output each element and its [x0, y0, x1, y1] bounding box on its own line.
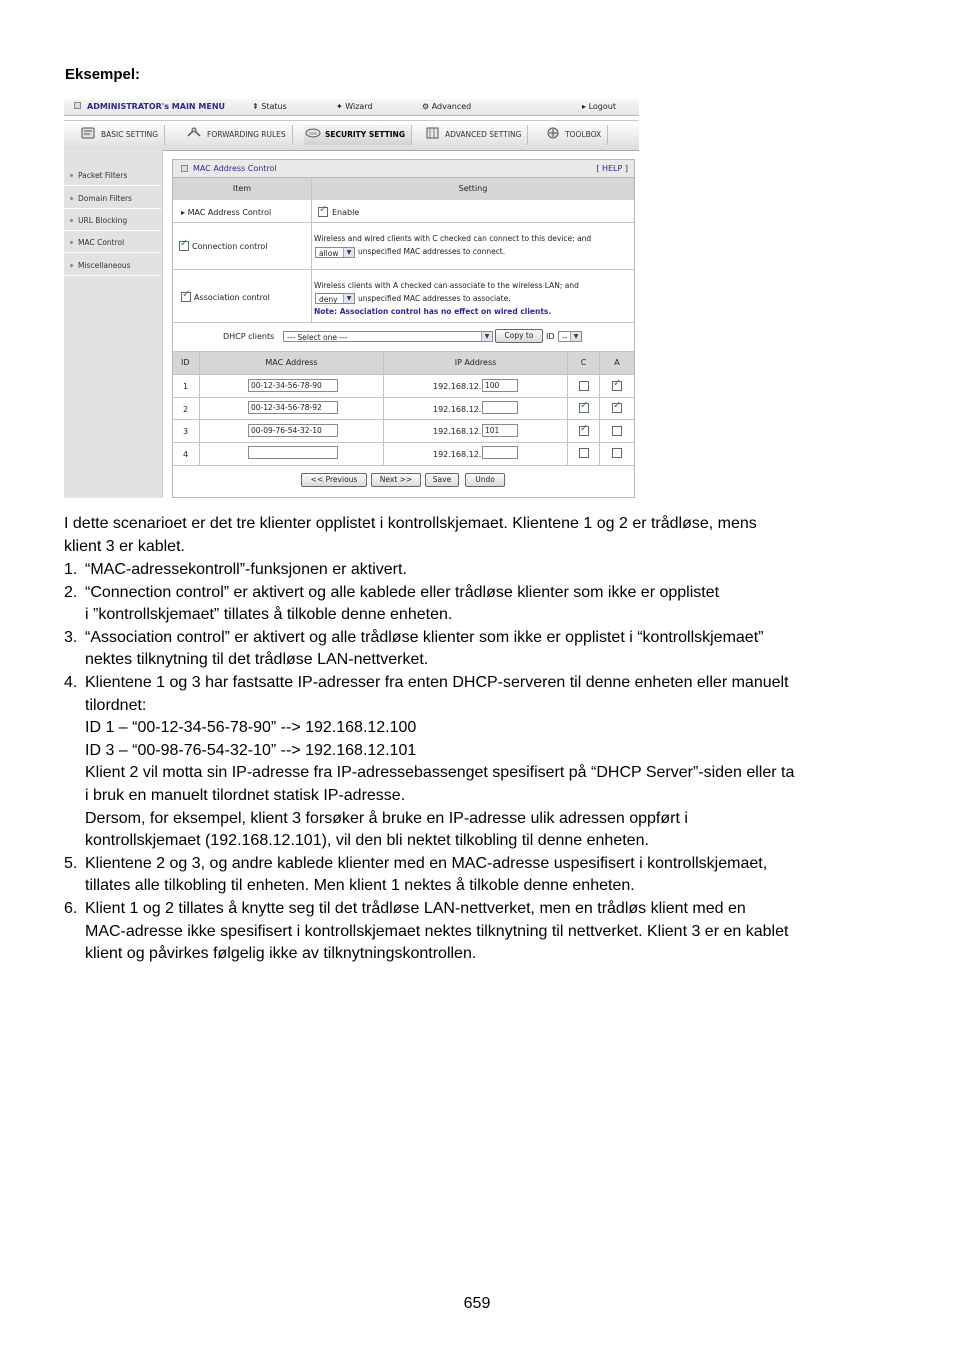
dhcp-clients-select[interactable] — [283, 331, 493, 342]
row-id: 2 — [183, 405, 189, 414]
ip-suffix-input[interactable] — [482, 401, 518, 414]
list-item — [64, 898, 794, 966]
router-ui-screenshot — [64, 99, 639, 498]
c-checkbox[interactable] — [579, 381, 589, 391]
divider — [173, 374, 634, 375]
list-item — [64, 582, 794, 627]
toolbox-icon — [544, 126, 562, 140]
list-item-line: ID 1 – “00-12-34-56-78-90” --> 192.168.12.100 — [85, 719, 417, 737]
nav-forwarding-rules[interactable] — [186, 125, 293, 145]
list-item — [64, 627, 794, 672]
security-setting-icon — [304, 126, 322, 140]
association-control-label: Association control — [194, 293, 270, 302]
mac-address-control-panel — [172, 159, 635, 498]
forwarding-rules-icon — [186, 126, 204, 140]
list-item — [64, 559, 794, 582]
nav-toolbox[interactable] — [544, 125, 608, 145]
connection-control-checkbox[interactable] — [179, 241, 189, 251]
wizard-icon: ✦ — [336, 102, 346, 111]
mac-column-header: MAC Address — [200, 352, 383, 374]
logout-label: Logout — [588, 102, 616, 111]
sidebar — [64, 149, 163, 498]
save-button[interactable]: Save — [425, 473, 459, 487]
ip-suffix-input[interactable]: 100 — [482, 379, 518, 392]
id-label: ID — [546, 332, 555, 341]
sidebar-item-packet-filters[interactable] — [64, 165, 161, 186]
divider — [173, 397, 634, 398]
bullet-icon — [70, 219, 73, 222]
chevron-down-icon: ▼ — [481, 332, 492, 341]
advanced-icon: ⚙ — [422, 102, 432, 111]
divider — [173, 269, 634, 270]
previous-button[interactable]: << Previous — [301, 473, 367, 487]
mac-address-input[interactable]: 00-12-34-56-78-92 — [248, 401, 338, 414]
mac-address-input[interactable]: 00-09-76-54-32-10 — [248, 424, 338, 437]
status-link[interactable] — [252, 102, 287, 111]
chevron-right-icon: ▸ — [582, 102, 589, 111]
list-item — [64, 853, 794, 898]
main-nav-bar — [64, 120, 639, 151]
id-select-value: -- — [562, 333, 568, 342]
chevron-down-icon: ▼ — [570, 332, 581, 341]
panel-header — [173, 160, 634, 178]
chevron-down-icon: ▼ — [343, 248, 354, 257]
nav-security-setting[interactable] — [304, 125, 412, 145]
row-id: 1 — [183, 382, 189, 391]
nav-security-setting-label: SECURITY SETTING — [325, 130, 405, 139]
a-checkbox[interactable] — [612, 381, 622, 391]
list-item-number: 4. — [64, 673, 78, 691]
connection-description-2: unspecified MAC addresses to connect. — [358, 247, 506, 256]
nav-basic-setting[interactable] — [80, 125, 165, 145]
advanced-link[interactable] — [422, 102, 471, 111]
association-description: Wireless clients with A checked can associate to the wireless LAN; and — [314, 281, 579, 290]
c-checkbox[interactable] — [579, 448, 589, 458]
a-checkbox[interactable] — [612, 403, 622, 413]
top-menu-bar — [64, 99, 639, 116]
status-label: Status — [261, 102, 287, 111]
divider — [173, 465, 634, 466]
sidebar-item-miscellaneous[interactable] — [64, 255, 161, 276]
help-link[interactable]: [ HELP ] — [596, 164, 628, 173]
mac-control-item — [181, 208, 271, 217]
example-heading: Eksempel: — [65, 66, 141, 83]
ip-prefix: 192.168.12. — [433, 405, 482, 414]
panel-title: MAC Address Control — [193, 164, 277, 173]
advanced-label: Advanced — [431, 102, 472, 111]
a-checkbox[interactable] — [612, 426, 622, 436]
list-item-line: Klient 2 vil motta sin IP-adresse fra IP-adressebassenget spesifisert på “DHCP Server”-siden eller ta — [85, 764, 795, 782]
divider — [173, 222, 634, 223]
setting-column-header: Setting — [312, 178, 634, 200]
ip-suffix-input[interactable] — [482, 446, 518, 459]
list-item-line: “MAC-adressekontroll”-funksjonen er aktivert. — [85, 561, 407, 578]
divider — [383, 352, 384, 465]
c-checkbox[interactable] — [579, 403, 589, 413]
association-policy-value: deny — [319, 295, 338, 304]
row-id: 4 — [183, 450, 189, 459]
bullet-icon — [70, 197, 73, 200]
association-description-2: unspecified MAC addresses to associate. — [358, 294, 511, 303]
nav-toolbox-label: TOOLBOX — [565, 130, 602, 139]
sidebar-item-label: Domain Filters — [78, 194, 132, 203]
list-item-line: kontrollskjemaet (192.168.12.101), vil den bli nektet tilkobling til denne enheten. — [85, 832, 649, 850]
c-checkbox[interactable] — [579, 426, 589, 436]
copy-to-button[interactable]: Copy to — [495, 329, 543, 343]
list-item-line: klient og påvirkes følgelig ikke av tilknytningskontrollen. — [85, 945, 477, 963]
list-item-line: “Association control” er aktivert og alle trådløse klienter som ikke er opplistet i “kontrollskjemaet” — [85, 628, 764, 646]
sidebar-item-domain-filters[interactable] — [64, 188, 161, 209]
mac-address-input[interactable]: 00-12-34-56-78-90 — [248, 379, 338, 392]
next-button[interactable]: Next >> — [371, 473, 421, 487]
enable-checkbox[interactable] — [318, 207, 328, 217]
divider — [567, 352, 568, 465]
page-number: 659 — [463, 1295, 491, 1312]
a-checkbox[interactable] — [612, 448, 622, 458]
sidebar-item-label: URL Blocking — [78, 216, 128, 225]
status-icon: ⇞ — [252, 102, 262, 111]
sidebar-item-label: MAC Control — [78, 238, 125, 247]
a-column-header: A — [600, 352, 634, 374]
sidebar-item-mac-control[interactable] — [64, 232, 161, 253]
association-note: Note: Association control has no effect on wired clients. — [314, 307, 552, 316]
sidebar-item-label: Miscellaneous — [78, 261, 131, 270]
nav-advanced-setting[interactable] — [424, 125, 528, 145]
ip-prefix: 192.168.12. — [433, 382, 482, 391]
chevron-down-icon: ▼ — [343, 294, 354, 303]
list-item-number: 5. — [64, 854, 78, 872]
list-item-line: i bruk en manuelt tilordnet statisk IP-adresse. — [85, 786, 406, 804]
sidebar-item-url-blocking[interactable] — [64, 210, 161, 231]
menu-square-icon — [74, 102, 81, 109]
ip-suffix-input[interactable]: 101 — [482, 424, 518, 437]
list-item-line: Klient 1 og 2 tillates å knytte seg til det trådløse LAN-nettverket, men en trådløs klient med en — [85, 899, 746, 917]
bullet-icon — [70, 241, 73, 244]
divider — [599, 352, 600, 465]
advanced-setting-icon — [424, 126, 442, 140]
list-item — [64, 672, 794, 853]
logout-link[interactable] — [582, 102, 616, 111]
list-item-line: ID 3 – “00-98-76-54-32-10” --> 192.168.12.101 — [85, 741, 417, 759]
enable-label: Enable — [332, 208, 360, 217]
connection-policy-value: allow — [319, 249, 339, 258]
nav-basic-setting-label: BASIC SETTING — [101, 130, 159, 139]
admin-main-menu-label: ADMINISTRATOR's MAIN MENU — [87, 102, 226, 111]
dhcp-clients-label: DHCP clients — [223, 332, 275, 341]
list-item-line: Klientene 1 og 3 har fastsatte IP-adresser fra enten DHCP-serveren til denne enheten eller manuelt — [85, 673, 789, 691]
chevron-right-icon: ▸ — [181, 208, 188, 217]
list-item-line: Klientene 2 og 3, og andre kablede klienter med en MAC-adresse uspesifisert i kontrollskjemaet, — [85, 854, 768, 872]
association-policy-select[interactable] — [315, 293, 355, 304]
nav-forwarding-rules-label: FORWARDING RULES — [207, 130, 286, 139]
wizard-link[interactable] — [336, 102, 373, 111]
admin-main-menu-link[interactable] — [74, 102, 225, 111]
divider — [173, 419, 634, 420]
row-id: 3 — [183, 427, 189, 436]
bullet-icon — [70, 174, 73, 177]
dhcp-clients-value: --- Select one --- — [287, 333, 348, 342]
ip-prefix: 192.168.12. — [433, 427, 482, 436]
explanation-list — [64, 559, 794, 966]
list-item-line: MAC-adresse ikke spesifisert i kontrollskjemaet nektes tilknytning til nettverket. Klient 3 er en kablet — [85, 922, 789, 940]
ip-prefix: 192.168.12. — [433, 450, 482, 459]
divider — [173, 322, 634, 323]
wizard-label: Wizard — [345, 102, 373, 111]
association-control-checkbox[interactable] — [181, 292, 191, 302]
divider — [199, 352, 200, 465]
c-column-header: C — [568, 352, 599, 374]
divider — [173, 442, 634, 443]
list-item-number: 3. — [64, 628, 78, 646]
id-column-header: ID — [173, 352, 199, 374]
panel-square-icon — [181, 165, 188, 172]
mac-address-input[interactable] — [248, 446, 338, 459]
list-item-line: “Connection control” er aktivert og alle kablede eller trådløse klienter som ikke er opplistet — [85, 583, 720, 601]
connection-policy-select[interactable] — [315, 247, 355, 258]
sidebar-item-label: Packet Filters — [78, 171, 128, 180]
divider — [311, 178, 312, 322]
list-item-number: 6. — [64, 899, 78, 917]
bullet-icon — [70, 264, 73, 267]
undo-button[interactable]: Undo — [465, 473, 505, 487]
connection-description: Wireless and wired clients with C checked can connect to this device; and — [314, 234, 592, 243]
item-column-header: Item — [173, 178, 311, 200]
list-item-line: i ”kontrollskjemaet” tillates å tilkoble denne enheten. — [85, 606, 453, 624]
list-item-line: tillates alle tilkobling til enheten. Men klient 1 nektes å tilkoble denne enheten. — [85, 877, 635, 895]
list-item-line: nektes tilknytning til det trådløse LAN-nettverket. — [85, 651, 429, 669]
intro-line-2: klient 3 er kablet. — [64, 538, 185, 555]
nav-advanced-setting-label: ADVANCED SETTING — [445, 130, 522, 139]
list-item-line: Dersom, for eksempel, klient 3 forsøker å bruke en IP-adresse ulik adressen oppført i — [85, 809, 688, 827]
list-item-number: 2. — [64, 583, 78, 601]
id-select[interactable] — [558, 331, 582, 342]
list-item-line: tilordnet: — [85, 696, 147, 714]
intro-line-1: I dette scenarioet er det tre klienter opplistet i kontrollskjemaet. Klientene 1 og 2 er trådløse, mens — [64, 515, 757, 532]
ip-column-header: IP Address — [384, 352, 567, 374]
mac-control-label: MAC Address Control — [187, 208, 272, 217]
list-item-number: 1. — [64, 561, 78, 578]
basic-setting-icon — [80, 126, 98, 140]
connection-control-label: Connection control — [192, 242, 268, 251]
